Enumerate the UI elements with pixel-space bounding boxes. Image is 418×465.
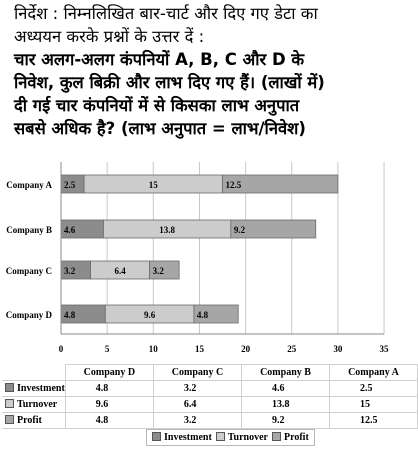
legend-swatch bbox=[152, 432, 161, 441]
table-column-header: Company A bbox=[330, 365, 418, 381]
question-line-3: चार अलग-अलग कंपनियों A, B, C और D के bbox=[14, 50, 305, 69]
category-label: Company A bbox=[6, 180, 52, 190]
legend-swatch bbox=[5, 415, 14, 424]
legend-label: Profit bbox=[283, 432, 309, 443]
data-label: 3.2 bbox=[152, 266, 164, 276]
question-line-1: निर्देश : निम्नलिखित बार-चार्ट और दिए गए डेटा का bbox=[14, 4, 318, 23]
table-cell: 4.8 bbox=[65, 381, 153, 397]
table-cell: 3.2 bbox=[153, 381, 241, 397]
table-column-header: Company B bbox=[242, 365, 330, 381]
table-row-label bbox=[2, 413, 65, 429]
table-column-header: Company D bbox=[65, 365, 153, 381]
category-label: Company D bbox=[5, 310, 52, 320]
table-cell: 4.6 bbox=[242, 381, 330, 397]
legend-item bbox=[152, 432, 212, 443]
legend-swatch bbox=[272, 432, 281, 441]
table-cell: 4.8 bbox=[65, 413, 153, 429]
stacked-bar-chart bbox=[0, 162, 418, 362]
legend-swatch bbox=[216, 432, 225, 441]
data-label: 9.2 bbox=[233, 225, 246, 235]
x-tick-label: 25 bbox=[287, 344, 297, 354]
x-tick-label: 30 bbox=[333, 344, 343, 354]
data-label: 9.6 bbox=[143, 310, 156, 320]
question-line-6: सबसे अधिक है? (लाभ अनुपात = लाभ/निवेश) bbox=[14, 119, 306, 138]
question-line-2: अध्ययन करके प्रश्नों के उत्तर दें : bbox=[14, 27, 205, 46]
x-tick-label: 10 bbox=[148, 344, 158, 354]
legend-swatch bbox=[5, 399, 14, 408]
x-tick-label: 15 bbox=[194, 344, 204, 354]
legend bbox=[146, 429, 315, 446]
data-label: 12.5 bbox=[225, 180, 242, 190]
row-label-text: Profit bbox=[17, 415, 42, 426]
table-cell: 13.8 bbox=[242, 397, 330, 413]
table-row bbox=[2, 381, 418, 397]
table-row-label bbox=[2, 397, 65, 413]
data-label: 3.2 bbox=[64, 266, 76, 276]
legend-item bbox=[272, 432, 309, 443]
legend-label: Turnover bbox=[227, 432, 268, 443]
table-cell: 9.2 bbox=[242, 413, 330, 429]
x-tick-label: 0 bbox=[58, 344, 64, 354]
table-cell: 2.5 bbox=[330, 381, 418, 397]
table-cell: 15 bbox=[330, 397, 418, 413]
data-label: 4.8 bbox=[196, 310, 209, 320]
data-label: 2.5 bbox=[64, 180, 76, 190]
data-table bbox=[2, 364, 418, 429]
table-column-header: Company C bbox=[153, 365, 241, 381]
x-tick-label: 20 bbox=[241, 344, 251, 354]
data-label: 15 bbox=[148, 180, 158, 190]
data-label: 4.6 bbox=[64, 225, 76, 235]
question-line-4: निवेश, कुल बिक्री और लाभ दिए गए हैं। (लाखों में) bbox=[14, 73, 325, 92]
table-cell: 9.6 bbox=[65, 397, 153, 413]
table-cell: 6.4 bbox=[153, 397, 241, 413]
table-cell: 12.5 bbox=[330, 413, 418, 429]
question-line-5: दी गई चार कंपनियों में से किसका लाभ अनुपात bbox=[14, 96, 300, 115]
category-label: Company C bbox=[5, 266, 52, 276]
x-tick-label: 35 bbox=[379, 344, 389, 354]
table-row bbox=[2, 397, 418, 413]
category-label: Company B bbox=[6, 225, 52, 235]
data-label: 4.8 bbox=[64, 310, 76, 320]
row-label-text: Investment bbox=[17, 383, 65, 394]
x-tick-label: 5 bbox=[104, 344, 110, 354]
table-cell: 3.2 bbox=[153, 413, 241, 429]
data-label: 6.4 bbox=[114, 266, 126, 276]
table-row-label bbox=[2, 381, 65, 397]
legend-item bbox=[216, 432, 268, 443]
table-row bbox=[2, 413, 418, 429]
data-label: 13.8 bbox=[159, 225, 176, 235]
question-text bbox=[14, 2, 414, 140]
legend-swatch bbox=[5, 383, 14, 392]
table-corner bbox=[2, 365, 65, 381]
row-label-text: Turnover bbox=[17, 399, 58, 410]
legend-label: Investment bbox=[164, 432, 212, 443]
